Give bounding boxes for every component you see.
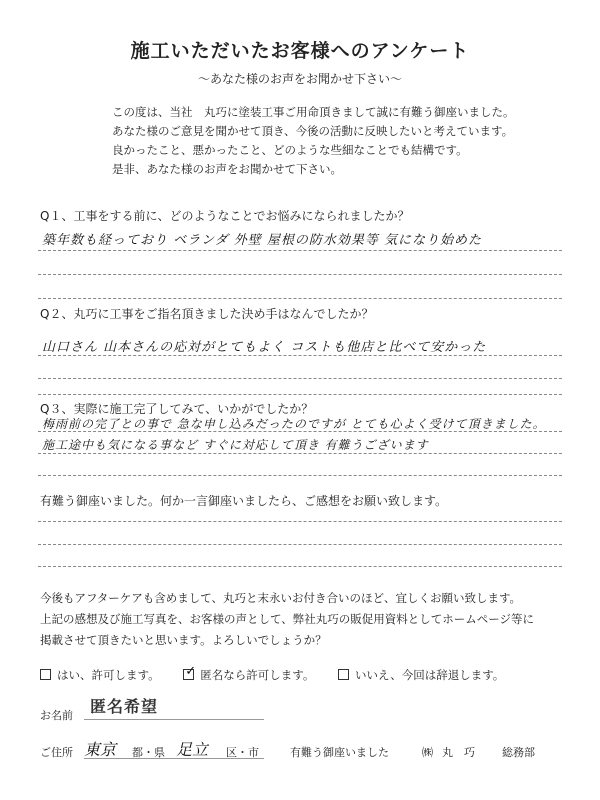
address-label: ご住所	[40, 746, 73, 759]
answer-line	[38, 250, 562, 251]
footer-thanks: 有難う御座いました	[290, 746, 389, 759]
closing-paragraph	[40, 588, 570, 651]
choice-1-label: はい、許可します。	[57, 668, 160, 682]
question-2-answer: 山口さん 山本さんの応対がとてもよく コストも他店と比べて安かった	[42, 340, 487, 355]
question-3-label: Q３、実際に施工完了してみて、いかがでしたか？	[40, 402, 314, 416]
intro-line: 是非、あなた様のお声をお聞かせて下さい。	[112, 162, 342, 176]
closing-line: 今後もアフターケアも含めまして、丸巧と末永いお付き合いのほど、宜しくお願い致します。	[40, 591, 522, 605]
name-value: 匿名希望	[90, 697, 159, 716]
intro-line: この度は、当社 丸巧に塗装工事ご用命頂きまして誠に有難う御座いました。	[112, 105, 515, 119]
answer-line	[38, 475, 562, 476]
address-prefecture-suffix: 都・県	[132, 746, 165, 759]
name-label: お名前	[40, 709, 73, 722]
company-dept: 総務部	[502, 746, 535, 759]
intro-line: あなた様のご意見を聞かせて頂き、今後の活動に反映したいと考えています。	[112, 124, 514, 138]
answer-line	[38, 274, 562, 275]
answer-line	[38, 298, 562, 299]
question-3-answer-line-2: 施工途中も気になる事など すぐに対応して頂き 有難うございます	[42, 438, 429, 452]
page-subtitle: ～あなた様のお声をお聞かせ下さい～	[197, 72, 402, 86]
closing-line: 上記の感想及び施工写真を、お客様の声として、弊社丸巧の販促用資料としてホームページ等に	[40, 612, 535, 626]
address-city-suffix: 区・市	[226, 746, 259, 759]
intro-paragraph	[112, 103, 572, 179]
check-mark-icon: ✓	[185, 664, 197, 679]
question-1-label: Q１、工事をする前に、どのようなことでお悩みになられましたか？	[40, 209, 410, 223]
comment-line	[38, 521, 562, 522]
answer-line	[38, 431, 562, 432]
name-underline	[84, 719, 264, 720]
comment-line	[38, 544, 562, 545]
address-prefecture: 東京	[84, 740, 117, 759]
question-3-answer-line-1: 梅雨前の完了との事で 急な申し込みだったのですが とても心よく受けて頂きました。	[42, 417, 546, 431]
permission-choices	[40, 664, 570, 683]
page-title: 施工いただいたお客様へのアンケート	[130, 40, 470, 62]
answer-line	[38, 453, 562, 454]
choice-3-label: いいえ、今回は辞退します。	[355, 668, 505, 682]
answer-line	[38, 355, 562, 356]
company-name: 丸 巧	[442, 746, 475, 759]
company-mark: ㈱	[422, 746, 433, 759]
answer-line	[38, 378, 562, 379]
intro-line: 良かったこと、悪かったこと、どのような些細なことでも結構です。	[112, 143, 468, 157]
address-city: 足立	[176, 740, 209, 759]
question-2-label: Q２、丸巧に工事をご指名頂きました決め手はなんでしたか？	[40, 307, 374, 321]
comment-line	[38, 566, 562, 567]
choice-3-checkbox[interactable]	[338, 669, 349, 680]
comment-label: 有難う御座いました。何か一言御座いましたら、ご感想をお願い致します。	[40, 494, 448, 508]
choice-2-checkbox[interactable]	[183, 664, 197, 680]
answer-line	[38, 394, 562, 395]
choice-2-label: 匿名なら許可します。	[200, 668, 315, 682]
question-1-answer: 築年数も経っており ベランダ 外壁 屋根の防水効果等 気になり始めた	[42, 233, 483, 248]
choice-1-checkbox[interactable]	[40, 669, 51, 680]
closing-line: 掲載させて頂きたいと思います。よろしいでしょうか？	[40, 633, 327, 647]
address-underline	[84, 758, 264, 759]
